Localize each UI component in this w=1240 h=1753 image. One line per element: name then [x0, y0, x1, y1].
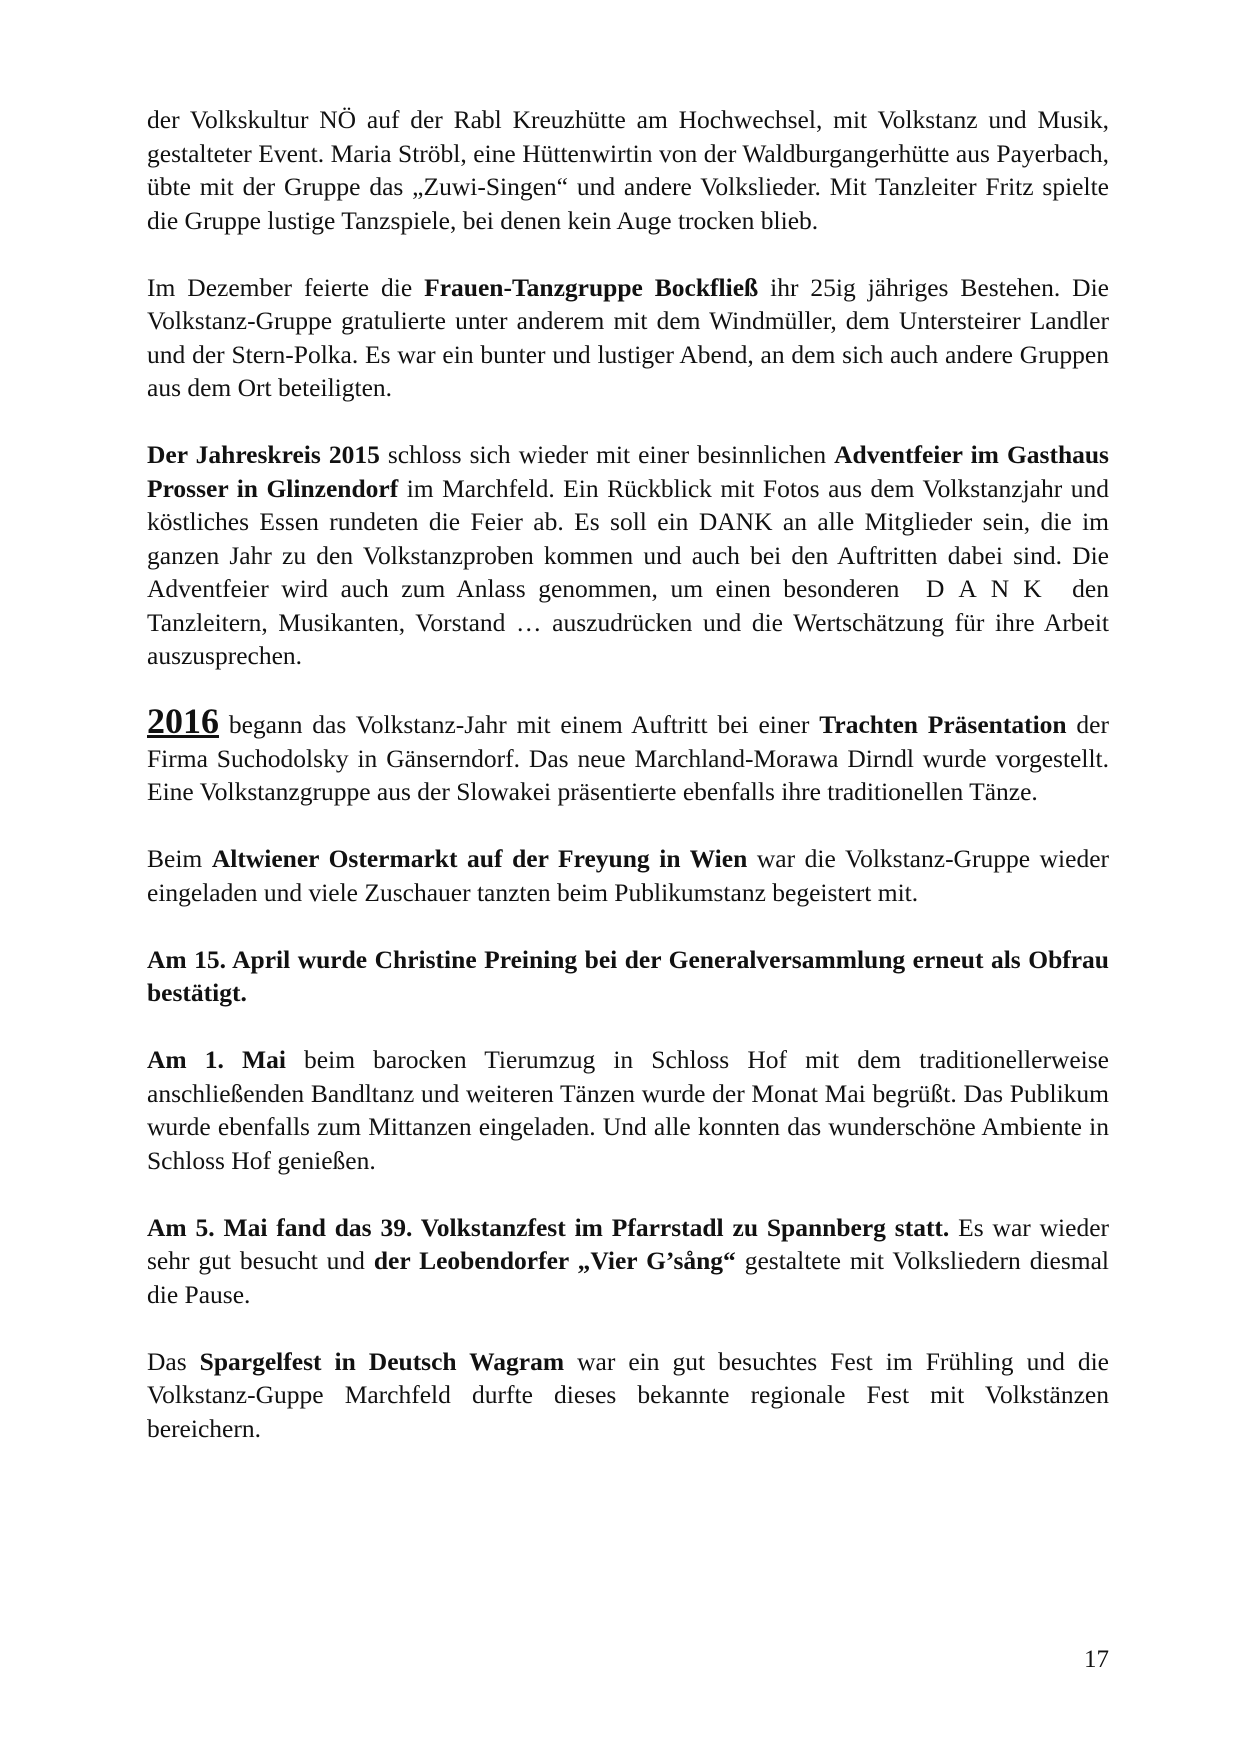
paragraph-text: den Tanzleitern, Musikanten, Vorstand … auszudrücken und die Wertschätzung für ihre Arbeit auszusprechen. [147, 574, 1109, 670]
year-heading: 2016 [147, 701, 219, 741]
bold-phrase: Am 15. April wurde Christine Preining bei der Generalversammlung erneut als Obfrau bestätigt. [147, 944, 1109, 1007]
page-number: 17 [1084, 1646, 1109, 1673]
body-text [147, 103, 1109, 1479]
paragraph-text: im Marchfeld. Ein Rückblick mit Fotos aus dem Volkstanzjahr und köstliches Essen rundeten die Feier ab. Es soll ein DANK an alle Mitglieder sein, die im ganzen Jahr zu den Volkstanzproben kommen und auch bei den Auftritten dabei sind. Die Adventfeier wird auch zum Anlass genommen, um einen besonderen [147, 473, 1109, 603]
paragraph-text: Beim [147, 844, 212, 873]
paragraph-text: schloss sich wieder mit einer besinnlichen [379, 440, 835, 469]
bold-phrase: Adventfeier im Gasthaus Prosser in Glinzendorf [147, 440, 1109, 503]
bold-phrase: Frauen-Tanzgruppe Bockfließ [424, 272, 759, 302]
paragraph-text: war die Volkstanz-Gruppe wieder eingeladen und viele Zuschauer tanzten beim Publikumstanz begeistert mit. [147, 844, 1109, 907]
paragraph-text: war ein gut besuchtes Fest im Frühling und die Volkstanz-Guppe Marchfeld durfte dieses bekannte regionale Fest mit Volkstänzen bereichern. [147, 1346, 1109, 1443]
paragraph-bockfliess [147, 271, 1109, 405]
paragraph-text: Es war wieder sehr gut besucht und [147, 1212, 1110, 1275]
paragraph-text: ihr 25ig jähriges Bestehen. Die Volkstanz-Gruppe gratulierte unter anderem mit dem Windmüller, dem Untersteirer Landler und der Stern-Polka. Es war ein bunter und lustiger Abend, an dem sich auch andere Gruppen aus dem Ort beteiligten. [147, 272, 1109, 402]
bold-phrase: Altwiener Ostermarkt auf der Freyung in Wien [211, 844, 748, 873]
paragraph-text: Das [147, 1346, 200, 1376]
paragraph-ostermarkt [147, 842, 1109, 909]
paragraph-text: gestaltete mit Volksliedern diesmal die Pause. [147, 1246, 1110, 1309]
bold-phrase: Der Jahreskreis 2015 [147, 440, 380, 469]
paragraph-text: Im Dezember feierte die [147, 272, 425, 302]
bold-phrase: der Leobendorfer „Vier G’sång“ [373, 1246, 736, 1275]
paragraph-spargelfest [147, 1345, 1109, 1446]
paragraph-text: der Firma Suchodolsky in Gänserndorf. Das neue Marchland-Morawa Dirndl wurde vorgestellt. Eine Volkstanzgruppe aus der Slowakei präsentierte ebenfalls ihre traditionellen Tänze. [147, 710, 1109, 806]
bold-phrase: Spargelfest in Deutsch Wagram [199, 1346, 565, 1376]
bold-phrase: Trachten Präsentation [819, 710, 1067, 739]
paragraph-generalversammlung [147, 943, 1109, 1010]
spaced-dank: DANK [925, 574, 1056, 603]
paragraph-rabl-kreuzhuette [147, 103, 1109, 237]
paragraph-volkstanzfest [147, 1211, 1109, 1312]
bold-phrase: Am 1. Mai [147, 1045, 286, 1074]
paragraph-1-mai [147, 1043, 1109, 1177]
bold-phrase: Am 5. Mai fand das 39. Volkstanzfest im Pfarrstadl zu Spannberg statt. [147, 1212, 950, 1242]
paragraph-jahreskreis-2015 [147, 438, 1109, 673]
paragraph-text: begann das Volkstanz-Jahr mit einem Auftritt bei einer [219, 710, 820, 739]
paragraph-text: der Volkskultur NÖ auf der Rabl Kreuzhütte am Hochwechsel, mit Volkstanz und Musik, gestalteter Event. Maria Ströbl, eine Hüttenwirtin von der Waldburgangerhütte aus Payerbach, übte mit der Gruppe das „Zuwi-Singen“ und andere Volkslieder. Mit Tanzleiter Fritz spielte die Gruppe lustige Tanzspiele, bei denen kein Auge trocken blieb. [147, 105, 1109, 235]
paragraph-text: beim barocken Tierumzug in Schloss Hof mit dem traditionellerweise anschließenden Bandltanz und weiteren Tänzen wurde der Monat Mai begrüßt. Das Publikum wurde ebenfalls zum Mittanzen eingeladen. Und alle konnten das wunderschöne Ambiente in Schloss Hof genießen. [147, 1045, 1109, 1175]
paragraph-2016-trachten [147, 701, 1109, 809]
